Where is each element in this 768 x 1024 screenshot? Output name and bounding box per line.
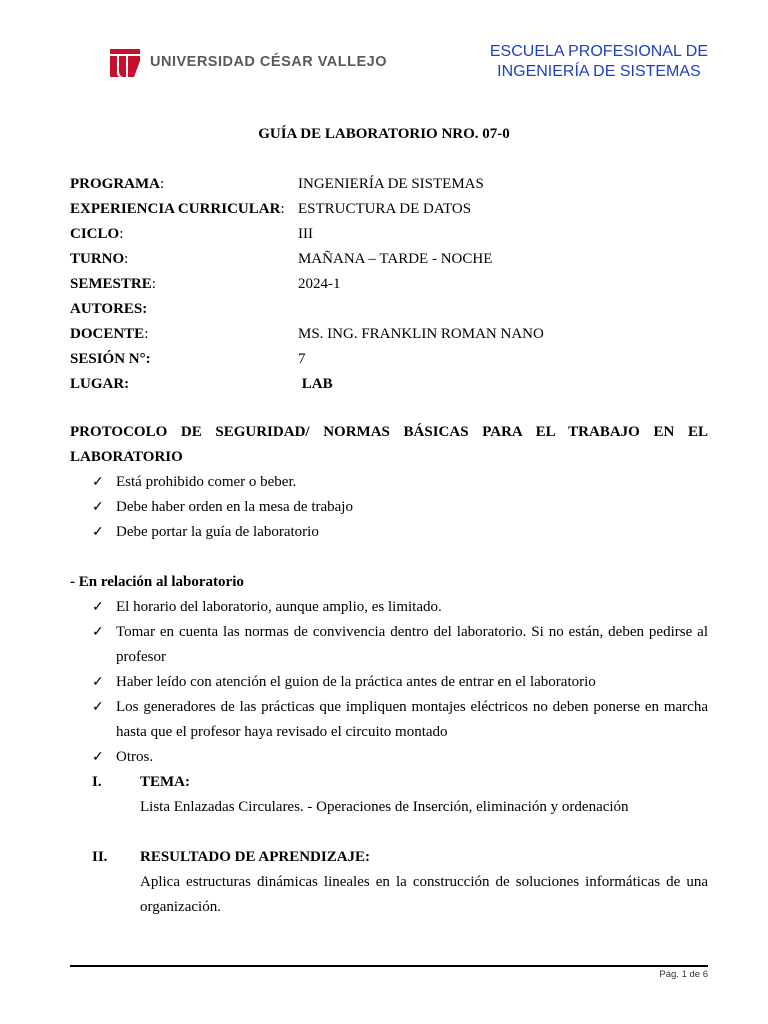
info-row [70, 347, 544, 372]
logo-text: UNIVERSIDAD CÉSAR VALLEJO [150, 54, 388, 70]
info-value: INGENIERÍA DE SISTEMAS [298, 176, 484, 192]
page-number: Pág. 1 de 6 [659, 969, 708, 980]
section-text: Lista Enlazadas Circulares. - Operaciones de Inserción, eliminación y ordenación [140, 799, 629, 815]
list-item [70, 470, 708, 495]
section-number: II. [92, 849, 108, 865]
list-item [70, 695, 708, 745]
list-item-text: Los generadores de las prácticas que impliquen montajes eléctricos no deben ponerse en marcha hasta que el profesor haya revisado el circuito montado [116, 699, 708, 740]
section [70, 845, 708, 920]
lab-heading: - En relación al laboratorio [70, 574, 244, 590]
info-row [70, 172, 544, 197]
university-logo [108, 45, 387, 79]
info-row [70, 197, 544, 222]
list-item-text: Debe portar la guía de laboratorio [116, 524, 319, 540]
info-row [70, 297, 544, 322]
protocol-heading: PROTOCOLO DE SEGURIDAD/ NORMAS BÁSICAS PARA EL TRABAJO EN EL LABORATORIO [70, 424, 708, 465]
info-value: III [298, 226, 313, 242]
school-name [490, 42, 708, 82]
school-line-1: ESCUELA PROFESIONAL DE [489, 43, 708, 60]
document-title: GUÍA DE LABORATORIO NRO. 07-0 [258, 126, 510, 142]
section-text: Aplica estructuras dinámicas lineales en la construcción de soluciones informáticas de una organización. [140, 874, 708, 915]
info-label: CICLO: [70, 226, 124, 242]
info-row [70, 272, 544, 297]
list-item [70, 495, 708, 520]
info-table [70, 172, 544, 397]
checkmark-icon: ✓ [92, 525, 104, 540]
list-item-text: Haber leído con atención el guion de la práctica antes de entrar en el laboratorio [116, 674, 596, 690]
checkmark-icon: ✓ [92, 625, 104, 640]
info-label: TURNO: [70, 251, 129, 267]
page-header [108, 40, 708, 90]
info-row [70, 372, 544, 397]
checkmark-icon: ✓ [92, 700, 104, 715]
info-value: MS. ING. FRANKLIN ROMAN NANO [298, 326, 544, 342]
list-item [70, 670, 708, 695]
lab-list [70, 595, 708, 770]
ucv-shield-icon [108, 45, 142, 79]
list-item [70, 745, 708, 770]
list-item [70, 595, 708, 620]
info-value: ESTRUCTURA DE DATOS [298, 201, 472, 217]
checkmark-icon: ✓ [92, 750, 104, 765]
checkmark-icon: ✓ [92, 675, 104, 690]
info-label: AUTORES: [70, 301, 148, 317]
list-item-text: Debe haber orden en la mesa de trabajo [116, 499, 353, 515]
section [70, 770, 708, 820]
list-item-text: Está prohibido comer o beber. [116, 474, 297, 490]
list-item [70, 520, 708, 545]
main-content [70, 420, 708, 920]
info-value: 7 [298, 351, 306, 367]
info-label: PROGRAMA: [70, 176, 165, 192]
info-value: MAÑANA – TARDE - NOCHE [298, 251, 493, 267]
checkmark-icon: ✓ [92, 500, 104, 515]
info-row [70, 322, 544, 347]
protocol-list [70, 470, 708, 545]
sections [70, 770, 708, 920]
info-value: LAB [298, 376, 333, 392]
footer-divider [70, 965, 708, 967]
info-value: 2024-1 [298, 276, 341, 292]
info-label: LUGAR: [70, 376, 130, 392]
school-line-2: INGENIERÍA DE SISTEMAS [497, 63, 701, 80]
section-title: RESULTADO DE APRENDIZAJE: [140, 849, 371, 865]
info-label: SESIÓN N°: [70, 351, 151, 367]
list-item-text: El horario del laboratorio, aunque amplio, es limitado. [116, 599, 442, 615]
info-label: DOCENTE: [70, 326, 149, 342]
list-item-text: Tomar en cuenta las normas de convivencia dentro del laboratorio. Si no están, deben pedirse al profesor [116, 624, 708, 665]
section-title: TEMA: [140, 774, 190, 790]
info-label: SEMESTRE: [70, 276, 156, 292]
checkmark-icon: ✓ [92, 475, 104, 490]
list-item-text: Otros. [116, 749, 154, 765]
list-item [70, 620, 708, 670]
info-row [70, 247, 544, 272]
info-row [70, 222, 544, 247]
info-label: EXPERIENCIA CURRICULAR: [70, 201, 285, 217]
checkmark-icon: ✓ [92, 600, 104, 615]
section-number: I. [92, 774, 102, 790]
